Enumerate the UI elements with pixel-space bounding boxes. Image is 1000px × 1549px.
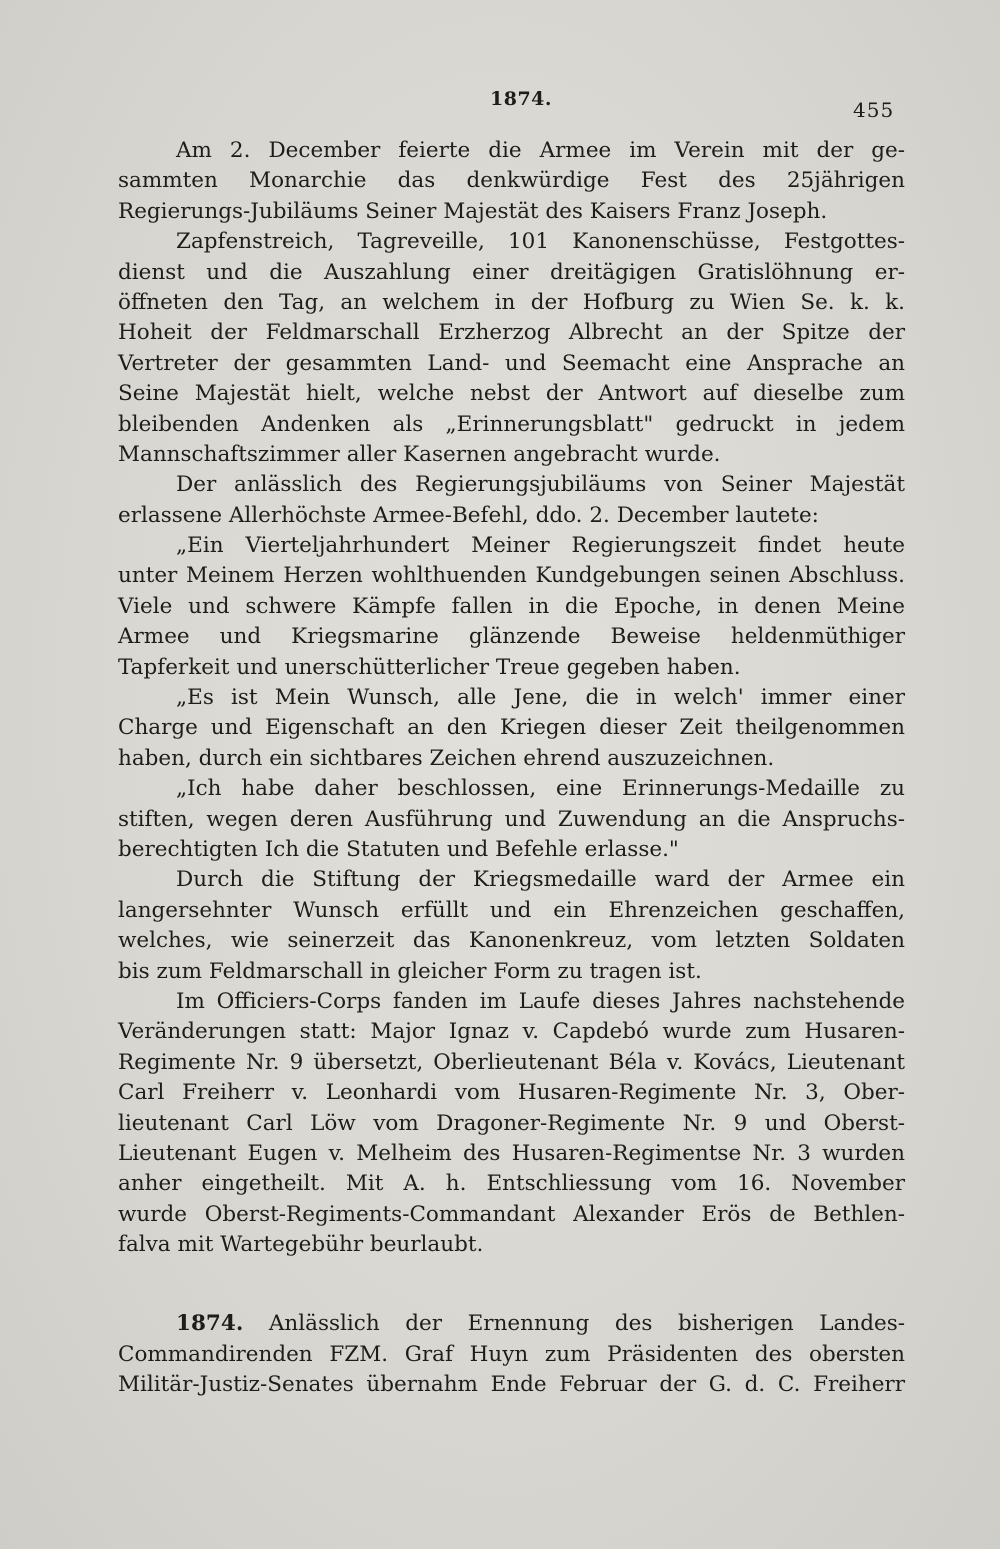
paragraph-quote-3 [118,774,905,865]
paragraph-quote-2 [118,683,905,774]
paragraph-quote-1 [118,531,905,683]
text-line: lieutenant Carl Löw vom Dragoner-Regimente Nr. 9 und Oberst- [118,1110,905,1136]
text-line: Charge und Eigenschaft an den Kriegen dieser Zeit theilgenommen [118,715,905,741]
text-line: anher eingetheilt. Mit A. h. Entschliessung vom 16. November [118,1171,905,1197]
text-line: stiften, wegen deren Ausführung und Zuwendung an die Anspruchs- [118,806,905,832]
text-line: welches, wie seinerzeit das Kanonenkreuz, vom letzten Soldaten [118,928,905,954]
text-line: Zapfenstreich, Tagreveille, 101 Kanonenschüsse, Festgottes- [176,229,905,255]
text-line: unter Meinem Herzen wohlthuenden Kundgebungen seinen Abschluss. [118,563,905,589]
text-line: „Ich habe daher beschlossen, eine Erinnerungs-Medaille zu [176,776,905,802]
text-line: „Ein Vierteljahrhundert Meiner Regierungszeit findet heute [176,533,905,559]
text-line: Vertreter der gesammten Land- und Seemacht eine Ansprache an [118,350,905,376]
text-line: haben, durch ein sichtbares Zeichen ehrend auszuzeichnen. [118,745,775,771]
text-line: bis zum Feldmarschall in gleicher Form zu tragen ist. [118,958,702,984]
text-line: Viele und schwere Kämpfe fallen in die Epoche, in denen Meine [118,593,905,619]
text-line: Militär-Justiz-Senates übernahm Ende Februar der G. d. C. Freiherr [118,1372,905,1398]
text-line: sammten Monarchie das denkwürdige Fest des 25jährigen [118,168,905,194]
section-1874 [118,1309,905,1400]
text-line: falva mit Wartegebühr beurlaubt. [118,1232,484,1258]
text-line: Armee und Kriegsmarine glänzende Beweise heldenmüthiger [118,624,905,650]
text-line [118,1309,905,1339]
section-gap [118,1260,905,1309]
text-line: Carl Freiherr v. Leonhardi vom Husaren-Regimente Nr. 3, Ober- [118,1080,905,1106]
text-line: Regierungs-Jubiläums Seiner Majestät des Kaisers Franz Joseph. [118,198,828,224]
running-head-year: 1874. [490,88,552,110]
text-line: Lieutenant Eugen v. Melheim des Husaren-Regimentse Nr. 3 wurden [118,1140,905,1166]
paragraph-officer-changes [118,987,905,1261]
text-line: Seine Majestät hielt, welche nebst der Antwort auf dieselbe zum [118,381,905,407]
text-line: Veränderungen statt: Major Ignaz v. Capdebó wurde zum Husaren- [118,1019,905,1045]
body-text [118,136,905,1401]
running-head [0,88,1000,122]
paragraph-jubilee [118,136,905,227]
text-line: öffneten den Tag, an welchem in der Hofburg zu Wien Se. k. k. [118,289,905,315]
text-line: Commandirenden FZM. Graf Huyn zum Präsidenten des obersten [118,1341,905,1367]
paragraph-celebration [118,227,905,470]
text-line: Mannschaftszimmer aller Kasernen angebracht wurde. [118,441,721,467]
text-line: langersehnter Wunsch erfüllt und ein Ehrenzeichen geschaffen, [118,897,905,923]
paragraph-army-order-intro [118,470,905,531]
paragraph-war-medal [118,865,905,987]
text-line: Tapferkeit und unerschütterlicher Treue gegeben haben. [118,654,741,680]
section-first-line-text: Anlässlich der Ernennung des bisherigen Landes- [268,1311,905,1337]
text-line: Regimente Nr. 9 übersetzt, Oberlieutenant Béla v. Kovács, Lieutenant [118,1049,905,1075]
text-line: berechtigten Ich die Statuten und Befehle erlasse." [118,836,679,862]
text-line: Durch die Stiftung der Kriegsmedaille ward der Armee ein [176,867,905,893]
text-line: erlassene Allerhöchste Armee-Befehl, ddo. 2. December lautete: [118,502,819,528]
text-line: dienst und die Auszahlung einer dreitägigen Gratislöhnung er- [118,259,905,285]
text-line: Der anlässlich des Regierungsjubiläums von Seiner Majestät [176,472,905,498]
page-number: 455 [853,98,895,122]
text-line: Am 2. December feierte die Armee im Verein mit der ge- [176,138,905,163]
text-line: Hoheit der Feldmarschall Erzherzog Albrecht an der Spitze der [118,320,905,346]
section-year: 1874. [176,1311,244,1337]
text-line: wurde Oberst-Regiments-Commandant Alexander Erös de Bethlen- [118,1201,905,1227]
text-line: „Es ist Mein Wunsch, alle Jene, die in welch' immer einer [176,685,905,711]
text-line: Im Officiers-Corps fanden im Laufe dieses Jahres nachstehende [176,988,905,1014]
text-line: bleibenden Andenken als „Erinnerungsblatt" gedruckt in jedem [118,411,905,437]
